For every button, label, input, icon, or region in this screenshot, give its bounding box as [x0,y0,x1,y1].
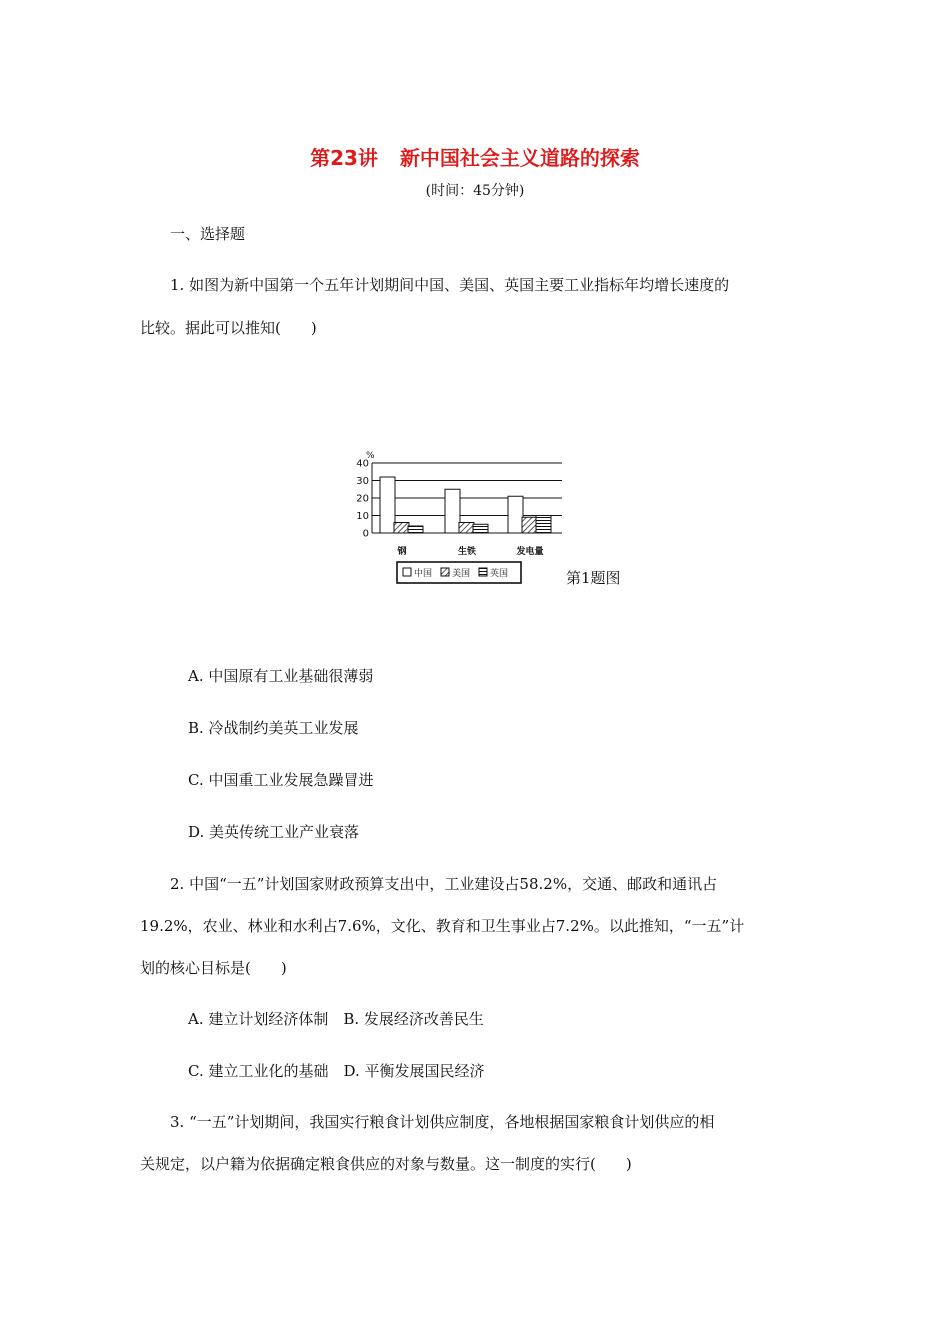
question-1-line-2: 比较。据此可以推知( ) [140,319,317,337]
x-category-label: 钢 [397,547,407,557]
bar-中国-发电量 [508,496,523,533]
question-1-option-c: C. 中国重工业发展急躁冒进 [188,771,374,789]
question-1-option-d: D. 美英传统工业产业衰落 [188,823,360,841]
bar-中国-钢 [380,477,395,533]
question-2-line-1: 2. 中国“一五”计划国家财政预算支出中，工业建设占58.2%，交通、邮政和通讯占 [170,875,718,893]
y-tick-label: 0 [362,528,369,540]
question-1-line-1: 1. 如图为新中国第一个五年计划期间中国、美国、英国主要工业指标年均增长速度的 [170,276,730,294]
bar-chart-svg [350,450,590,590]
legend-label: 英国 [490,569,509,579]
page-title [0,142,950,171]
bar-美国-发电量 [522,517,537,533]
bar-美国-生铁 [459,523,474,534]
question-2-line-2: 19.2%，农业、林业和水利占7.6%，文化、教育和卫生事业占7.2%。以此推知，“一五”计 [140,917,745,935]
legend-swatch-中国 [403,568,411,576]
x-category-label: 生铁 [457,547,477,557]
legend-label: 中国 [414,569,433,579]
section-heading: 一、选择题 [170,225,246,243]
lesson-number: 第23讲 [310,146,378,170]
y-tick-label: 30 [356,476,369,487]
bar-chart [350,450,590,590]
legend-swatch-美国 [441,568,449,576]
x-category-label: 发电量 [516,547,544,557]
question-2-options-row-2: C. 建立工业化的基础 D. 平衡发展国民经济 [188,1062,485,1080]
question-3-line-2: 关规定，以户籍为依据确定粮食供应的对象与数量。这一制度的实行( ) [140,1155,632,1173]
lesson-title: 新中国社会主义道路的探索 [399,146,640,170]
legend-label: 美国 [452,569,471,579]
bar-英国-生铁 [473,524,488,533]
y-tick-label: 10 [356,511,369,522]
bar-美国-钢 [394,523,409,534]
y-tick-label: 40 [356,458,369,470]
question-1-option-a: A. 中国原有工业基础很薄弱 [188,667,374,685]
legend-swatch-英国 [479,568,487,576]
question-1-option-b: B. 冷战制约美英工业发展 [188,719,359,737]
bar-中国-生铁 [445,489,460,533]
figure-caption: 第1题图 [566,569,621,587]
question-2-line-3: 划的核心目标是( ) [140,959,287,977]
time-limit: (时间：45分钟) [425,183,525,199]
question-3-line-1: 3. “一五”计划期间，我国实行粮食计划供应制度，各地根据国家粮食计划供应的相 [170,1113,715,1131]
y-tick-label: 20 [356,493,369,505]
question-2-options-row-1: A. 建立计划经济体制 B. 发展经济改善民生 [188,1010,484,1028]
y-axis-label: % [366,451,375,461]
bar-英国-发电量 [536,516,551,534]
bar-英国-钢 [408,526,423,533]
